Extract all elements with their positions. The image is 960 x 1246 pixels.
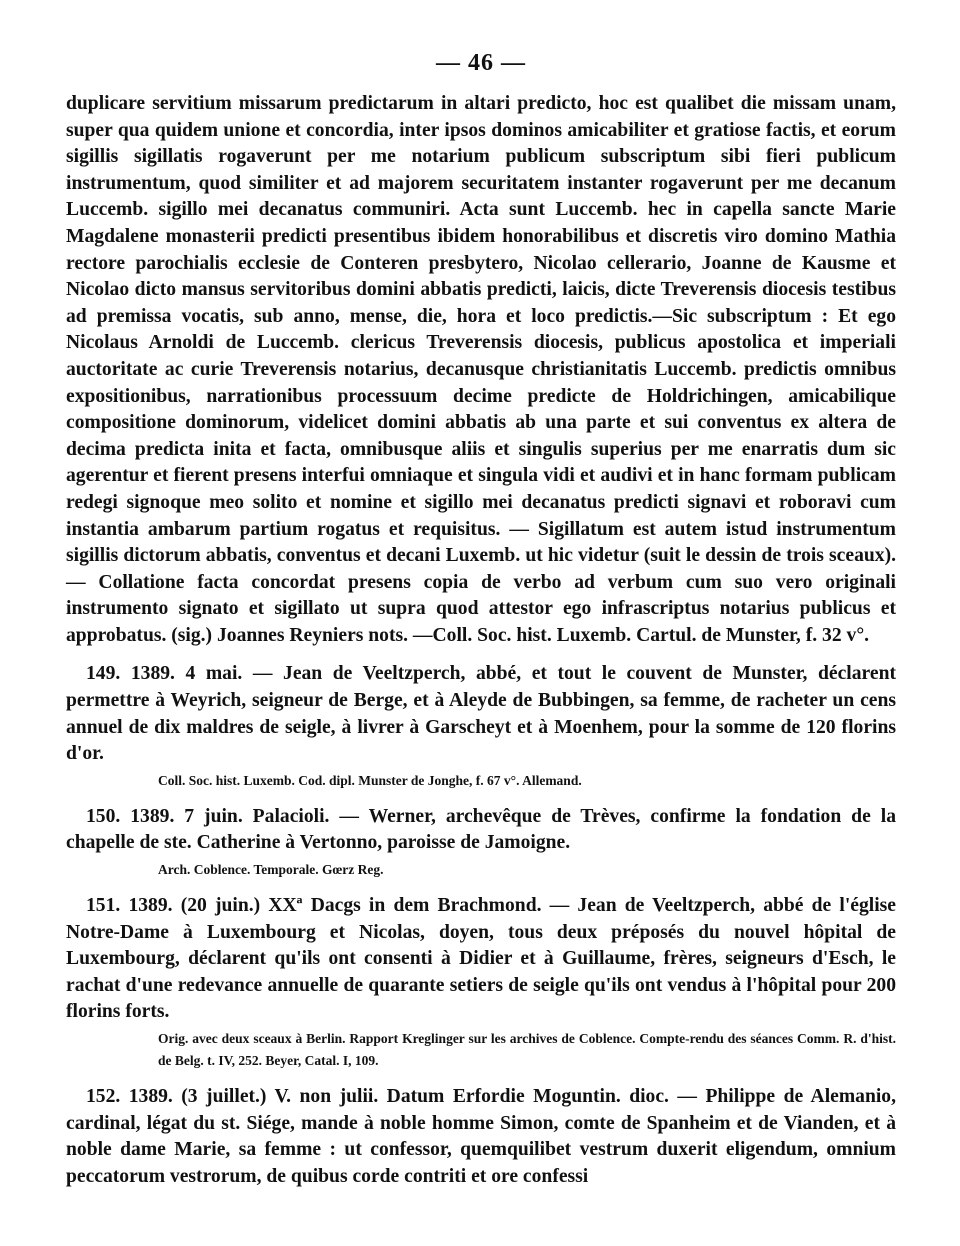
source-note-151: Orig. avec deux sceaux à Berlin. Rapport Kreglinger sur les archives de Coblence. Compte-rendu des séances Comm. R. d'hist. de Belg. t. IV, 252. Beyer, Catal. I, 109. <box>158 1031 896 1068</box>
page-number: — 46 — <box>436 50 526 76</box>
entry-151: 151. 1389. (20 juin.) XXª Dacgs in dem Brachmond. — Jean de Veeltzperch, abbé de l'église Notre-Dame à Luxembourg et Nicolas, doyen, tous deux préposés du nouvel hôpital de Luxembourg, déclarent qu'ils ont consenti à Didier et à Guillaume, frères, seigneurs d'Esch, le rachat d'une redevance annuelle de quarante setiers de seigle qu'ils ont vendus à l'hôpital pour 200 florins forts. <box>66 895 896 1023</box>
paragraph-continuation: duplicare servitium missarum predictarum in altari predicto, hoc est qualibet die missam unam, super qua quidem unione et concordia, inter ipsos dominos amicabiliter et gratiose factis, et eorum sigillis sigillatis rogaverunt per me notarium publicum subscriptum sibi fieri publicum instrumentum, quod similiter et ad majorem securitatem instanter rogaverunt per me decanum Luccemb. sigillo mei decanatus communiri. Acta sunt Luccemb. hec in capella sancte Marie Magdalene monasterii predicti presentibus ibidem honorabilibus et discretis viro domino Mathia rectore parochialis ecclesie de Conteren presbytero, Nicolao cellerario, Joanne de Kausme et Nicolao dicto mansus servitoribus domini abbatis predicti, laicis, dicte Treverensis diocesis testibus ad premissa vocatis, sub anno, mense, die, hora et loco predictis.—Sic subscriptum : Et ego Nicolaus Arnoldi de Luccemb. clericus Treverensis diocesis, publicus apostolica et imperiali auctoritate ac curie Treverensis notarius, decanusque christianitatis Luccemb. predictis omnibus expositionibus, narrationibus processuum decime predicte de Holdrichingen, amicabilique compositione dominorum, videlicet domini abbatis ab una parte et sui conventus ex altera de decima predicta inita et facta, omnibusque aliis et singulis superius per me enarratis dum sic agerentur et fierent presens interfui omniaque et singula vidi et audivi et in hanc formam publicam redegi signoque meo solito et nomine et sigillo mei decanatus predicti signavi et roboravi cum instantia ambarum partium rogatus et requisitus. — Sigillatum est autem istud instrumentum sigillis dictorum abbatis, conventus et decani Luxemb. ut hic videtur (suit le dessin de trois sceaux). — Collatione facta concordat presens copia de verbo ad verbum cum suo vero originali instrumento signato et sigillato ut supra quod attestor ego infrascriptus notarius publicus et approbatus. (sig.) Joannes Reyniers nots. —Coll. Soc. hist. Luxemb. Cartul. de Munster, f. 32 v°. <box>66 93 896 646</box>
entry-152: 152. 1389. (3 juillet.) V. non julii. Datum Erfordie Moguntin. dioc. — Philippe de Alemanio, cardinal, légat du st. Siége, mande à noble homme Simon, comte de Spanheim et de Vianden, et à noble dame Marie, sa femme : ut confessor, quemquilibet vestrum duxerit eligendum, omnium peccatorum vestrorum, de quibus corde contriti et ore confessi <box>66 1086 896 1187</box>
entry-150: 150. 1389. 7 juin. Palacioli. — Werner, archevêque de Trèves, confirme la fondation de la chapelle de ste. Catherine à Vertonno, paroisse de Jamoigne. <box>66 805 896 854</box>
source-note-150: Arch. Coblence. Temporale. Gœrz Reg. <box>158 862 384 878</box>
document-page <box>66 50 896 1190</box>
entry-149: 149. 1389. 4 mai. — Jean de Veeltzperch, abbé, et tout le couvent de Munster, déclarent permettre à Weyrich, seigneur de Berge, et à Aleyde de Bubbingen, sa femme, de racheter un cens annuel de dix maldres de seigle, à livrer à Garscheyt et à Moenhem, pour la somme de 120 florins d'or. <box>66 663 896 765</box>
source-note-149: Coll. Soc. hist. Luxemb. Cod. dipl. Munster de Jonghe, f. 67 v°. Allemand. <box>158 772 582 788</box>
